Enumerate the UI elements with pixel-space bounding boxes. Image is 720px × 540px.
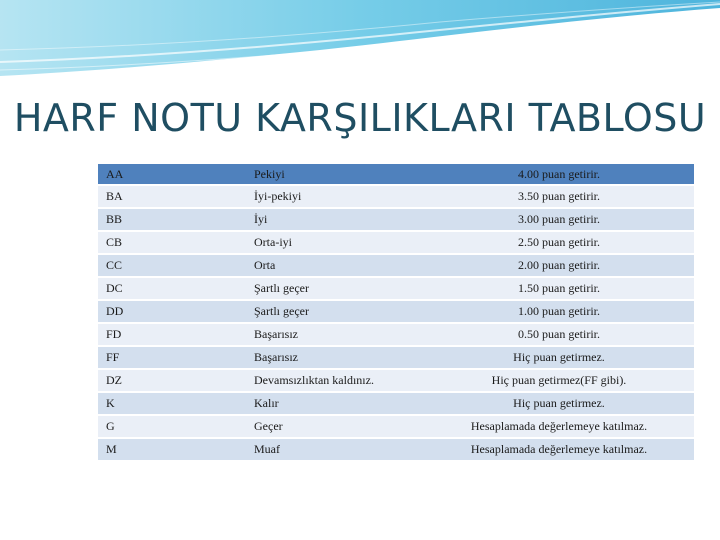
slide-title: HARF NOTU KARŞILIKLARI TABLOSU [13,96,707,140]
grade-code-cell: CB [98,232,240,253]
grade-name-cell: Şartlı geçer [240,301,424,322]
grade-table [98,162,694,462]
grade-description-cell: 2.00 puan getirir. [424,255,694,276]
grade-code-cell: FD [98,324,240,345]
table-row [98,278,694,299]
grade-name-cell: Pekiyi [240,164,424,184]
grade-name-cell: Devamsızlıktan kaldınız. [240,370,424,391]
table-row [98,416,694,437]
grade-code-cell: DD [98,301,240,322]
grade-name-cell: Başarısız [240,347,424,368]
grade-code-cell: CC [98,255,240,276]
grade-name-cell: Orta-iyi [240,232,424,253]
grade-code-cell: K [98,393,240,414]
table-row [98,209,694,230]
grade-description-cell: 4.00 puan getirir. [424,164,694,184]
grade-code-cell: M [98,439,240,460]
grade-code-cell: DZ [98,370,240,391]
grade-code-cell: FF [98,347,240,368]
grade-name-cell: Geçer [240,416,424,437]
table-row [98,186,694,207]
grade-description-cell: Hesaplamada değerlemeye katılmaz. [424,439,694,460]
table-row [98,232,694,253]
grade-name-cell: İyi [240,209,424,230]
grade-description-cell: 0.50 puan getirir. [424,324,694,345]
grade-code-cell: BA [98,186,240,207]
table-row [98,324,694,345]
header-wave-decoration [0,0,720,80]
table-row [98,393,694,414]
grade-code-cell: BB [98,209,240,230]
grade-code-cell: G [98,416,240,437]
table-row [98,301,694,322]
grade-name-cell: Orta [240,255,424,276]
grade-code-cell: DC [98,278,240,299]
grade-description-cell: Hiç puan getirmez. [424,347,694,368]
table-row [98,164,694,184]
grade-description-cell: 3.00 puan getirir. [424,209,694,230]
table-row [98,370,694,391]
table-row [98,347,694,368]
table-row [98,439,694,460]
grade-description-cell: 2.50 puan getirir. [424,232,694,253]
grade-name-cell: İyi-pekiyi [240,186,424,207]
grade-name-cell: Kalır [240,393,424,414]
grade-name-cell: Başarısız [240,324,424,345]
grade-description-cell: Hiç puan getirmez(FF gibi). [424,370,694,391]
grade-code-cell: AA [98,164,240,184]
grade-description-cell: 3.50 puan getirir. [424,186,694,207]
grade-description-cell: 1.50 puan getirir. [424,278,694,299]
grade-description-cell: Hesaplamada değerlemeye katılmaz. [424,416,694,437]
grade-description-cell: Hiç puan getirmez. [424,393,694,414]
grade-name-cell: Muaf [240,439,424,460]
grade-description-cell: 1.00 puan getirir. [424,301,694,322]
grade-name-cell: Şartlı geçer [240,278,424,299]
table-row [98,255,694,276]
